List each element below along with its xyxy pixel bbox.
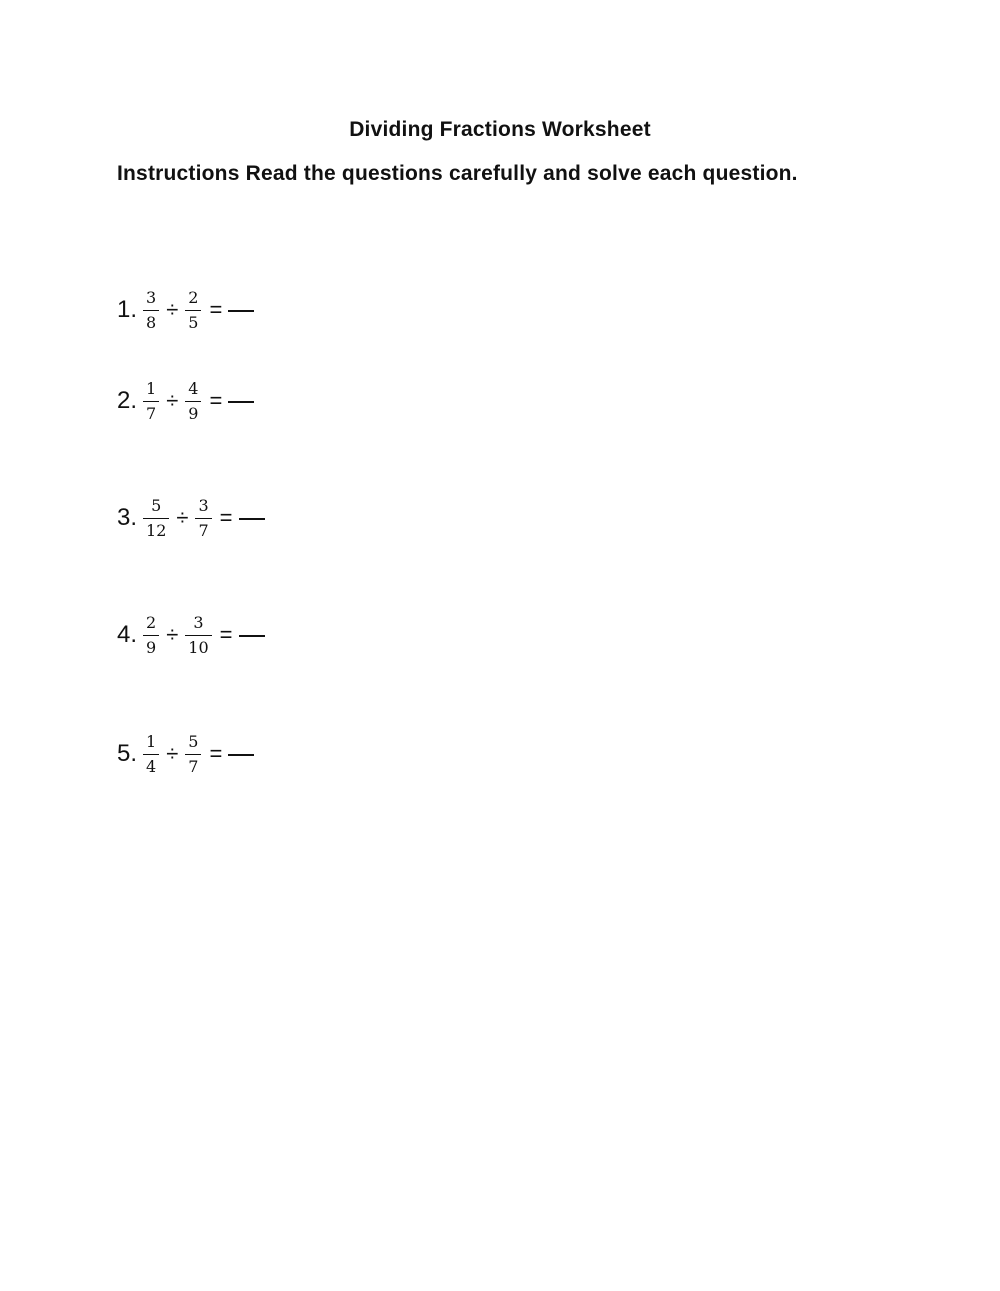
divisor-fraction [185, 378, 201, 423]
question-2 [117, 373, 254, 429]
equals-sign: = [219, 622, 233, 647]
equals-sign: = [219, 505, 233, 530]
divisor-fraction [185, 287, 201, 332]
question-number: 2. [117, 387, 138, 414]
divide-sign: ÷ [166, 741, 179, 766]
equals-sign: = [209, 297, 223, 322]
answer-blank[interactable] [228, 401, 254, 403]
dividend-fraction [143, 731, 159, 776]
denominator: 12 [146, 520, 167, 540]
numerator: 1 [146, 731, 157, 751]
dividend-fraction [143, 287, 159, 332]
worksheet-title: Dividing Fractions Worksheet [349, 118, 651, 141]
numerator: 5 [188, 731, 199, 751]
question-4 [117, 607, 265, 663]
numerator: 1 [146, 378, 157, 398]
question-1 [117, 282, 254, 338]
denominator: 9 [146, 637, 157, 657]
dividend-fraction [143, 495, 169, 540]
equals-sign: = [209, 388, 223, 413]
divide-sign: ÷ [176, 505, 189, 530]
divisor-fraction [185, 612, 211, 657]
worksheet-instructions: Instructions Read the questions carefully and solve each question. [117, 162, 798, 185]
divisor-fraction [185, 731, 201, 776]
question-number: 1. [117, 296, 138, 323]
denominator: 7 [188, 756, 199, 776]
numerator: 3 [146, 287, 157, 307]
numerator: 5 [151, 495, 162, 515]
divide-sign: ÷ [166, 622, 179, 647]
denominator: 9 [188, 403, 199, 423]
numerator: 2 [188, 287, 199, 307]
divide-sign: ÷ [166, 297, 179, 322]
equals-sign: = [209, 741, 223, 766]
question-number: 3. [117, 504, 138, 531]
divisor-fraction [195, 495, 211, 540]
question-5 [117, 726, 254, 782]
dividend-fraction [143, 612, 159, 657]
question-3 [117, 490, 265, 546]
answer-blank[interactable] [239, 635, 265, 637]
numerator: 2 [146, 612, 157, 632]
denominator: 10 [188, 637, 209, 657]
dividend-fraction [143, 378, 159, 423]
question-number: 5. [117, 740, 138, 767]
denominator: 8 [146, 312, 157, 332]
denominator: 7 [198, 520, 209, 540]
denominator: 4 [146, 756, 157, 776]
numerator: 3 [193, 612, 204, 632]
answer-blank[interactable] [239, 518, 265, 520]
divide-sign: ÷ [166, 388, 179, 413]
numerator: 3 [198, 495, 209, 515]
denominator: 5 [188, 312, 199, 332]
numerator: 4 [188, 378, 199, 398]
question-number: 4. [117, 621, 138, 648]
denominator: 7 [146, 403, 157, 423]
answer-blank[interactable] [228, 754, 254, 756]
answer-blank[interactable] [228, 310, 254, 312]
